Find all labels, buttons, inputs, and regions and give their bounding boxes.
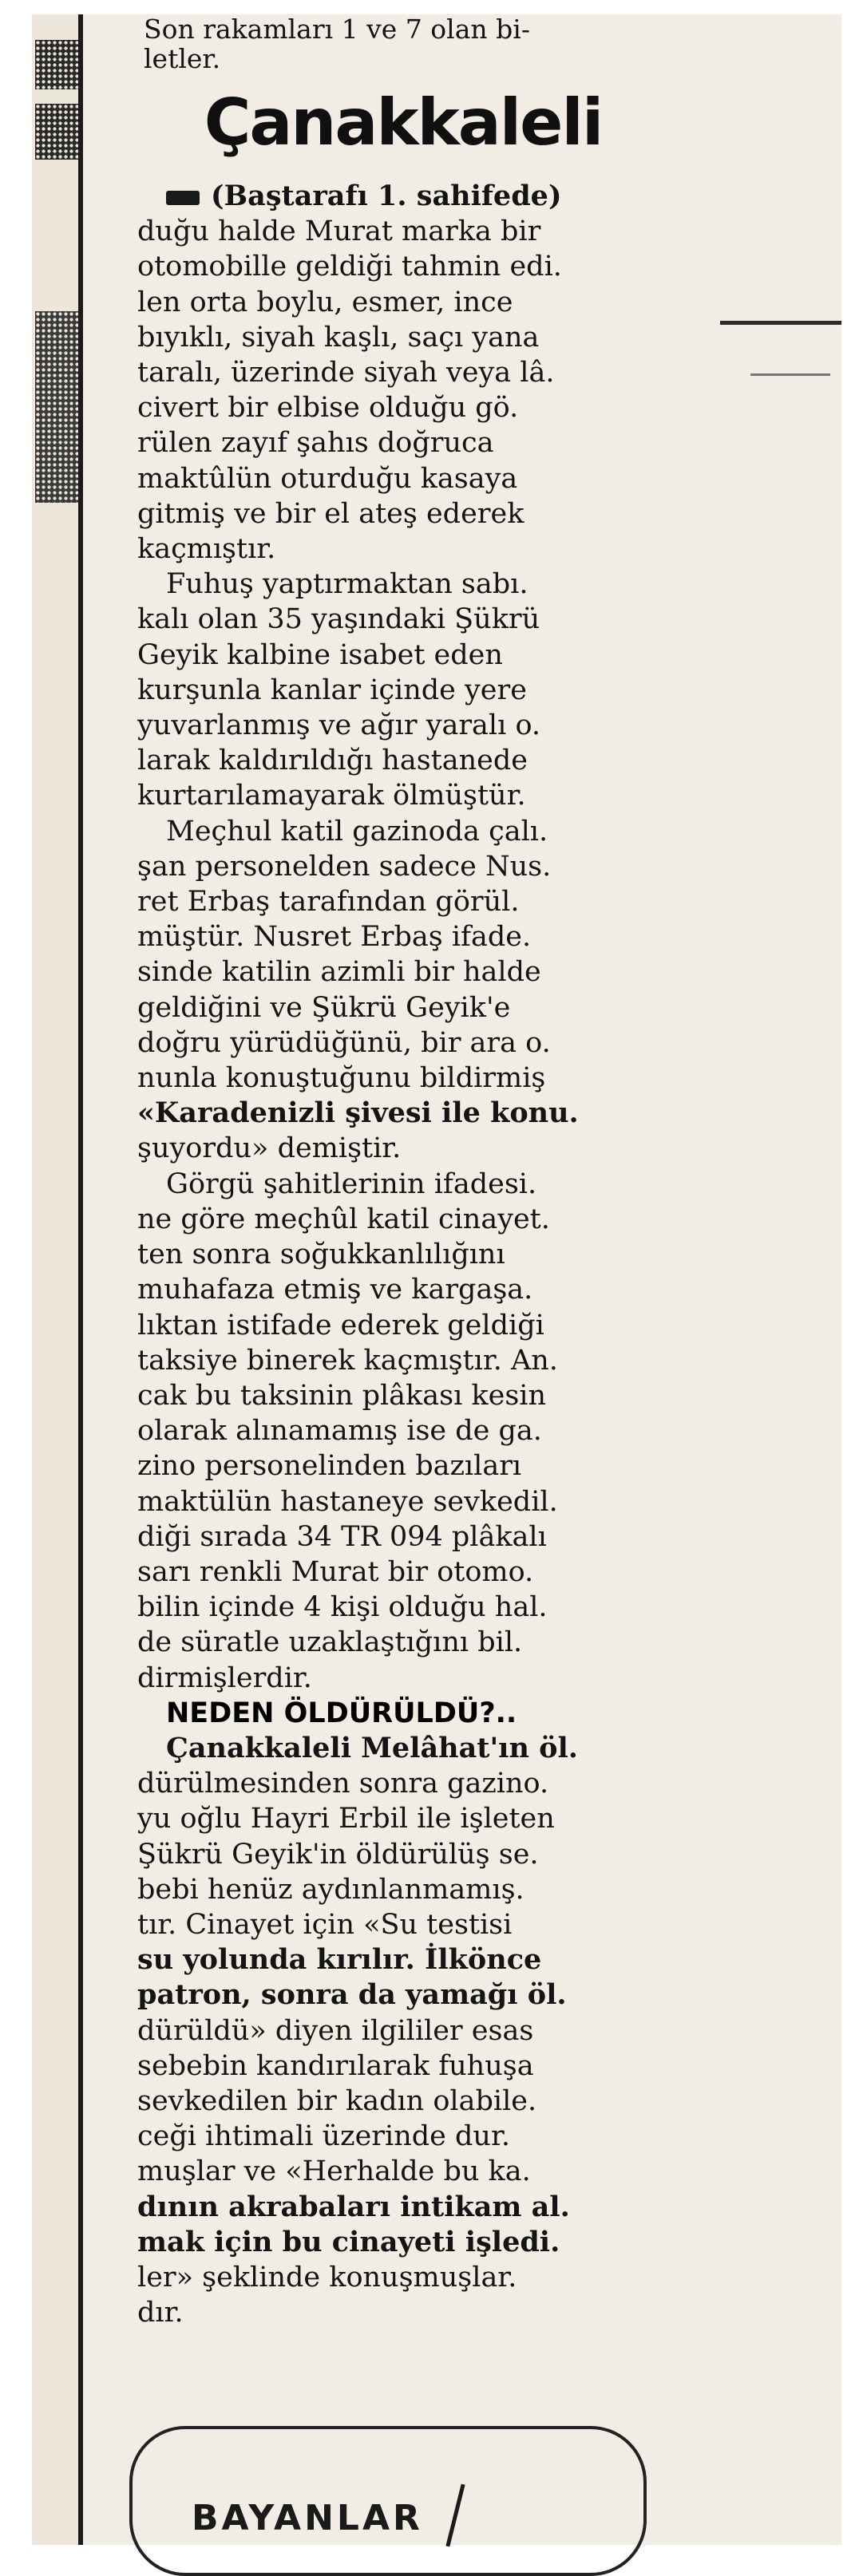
text-line: olarak alınamamış ise de ga. xyxy=(137,1415,542,1448)
text-line: duğu halde Murat marka bir xyxy=(137,215,541,248)
text-line: zino personelinden bazıları xyxy=(137,1450,522,1483)
neighbor-dash xyxy=(750,373,830,376)
text-line: sarı renkli Murat bir otomo. xyxy=(137,1555,534,1588)
text-line: otomobille geldiği tahmin edi. xyxy=(137,251,562,283)
text-line: mak için bu cinayeti işledi. xyxy=(137,2225,560,2258)
text-line: bilin içinde 4 kişi olduğu hal. xyxy=(137,1591,548,1624)
column-rule xyxy=(78,14,83,2545)
paragraph xyxy=(137,567,695,813)
text-line: yuvarlanmış ve ağır yaralı o. xyxy=(137,709,541,742)
text-line: muhafaza etmiş ve kargaşa. xyxy=(137,1274,533,1306)
text-line: taralı, üzerinde siyah veya lâ. xyxy=(137,357,555,389)
text-line: Çanakkaleli Melâhat'ın öl. xyxy=(166,1731,578,1764)
text-line: su yolunda kırılır. İlkönce xyxy=(137,1943,542,1977)
text-line: şan personelden sadece Nus. xyxy=(137,850,552,883)
text-line: dır. xyxy=(137,2297,184,2329)
neighbor-rule xyxy=(720,321,841,325)
text-line: kurtarılamayarak ölmüştür. xyxy=(137,780,526,812)
text-line: maktülün hastaneye sevkedil. xyxy=(137,1485,558,1518)
text-line: kaçmıştır. xyxy=(137,533,276,566)
text-line: sebebin kandırılarak fuhuşa xyxy=(137,2049,534,2082)
text-line: bıyıklı, siyah kaşlı, saçı yana xyxy=(137,321,540,354)
advertisement-label: BAYANLAR xyxy=(192,2498,423,2538)
headline: Çanakkaleli xyxy=(204,85,603,160)
text-line: rülen zayıf şahıs doğruca xyxy=(137,427,494,460)
text-line: «Karadenizli şivesi ile konu. xyxy=(137,1096,579,1130)
text-line: civert bir elbise olduğu gö. xyxy=(137,392,519,425)
text-line: sinde katilin azimli bir halde xyxy=(137,956,541,989)
scan-margin-right xyxy=(841,0,859,2545)
text-line: sevkedilen bir kadın olabile. xyxy=(137,2084,537,2117)
text-line: muşlar ve «Herhalde bu ka. xyxy=(137,2155,531,2188)
text-line: müştür. Nusret Erbaş ifade. xyxy=(137,921,532,954)
text-line: len orta boylu, esmer, ince xyxy=(137,286,513,318)
paragraph xyxy=(137,1731,695,2330)
text-line: ceği ihtimali üzerinde dur. xyxy=(137,2120,510,2153)
text-line: Meçhul katil gazinoda çalı. xyxy=(166,815,548,847)
scan-margin-left xyxy=(0,0,32,2545)
neighbor-pattern-block xyxy=(35,311,78,503)
text-line: letler. xyxy=(144,43,221,74)
text-line: lıktan istifade ederek geldiği xyxy=(137,1309,544,1341)
neighbor-pattern-block xyxy=(35,40,78,89)
text-line: gitmiş ve bir el ateş ederek xyxy=(137,497,525,530)
text-line: maktûlün oturduğu kasaya xyxy=(137,462,518,495)
text-line: kurşunla kanlar içinde yere xyxy=(137,674,527,706)
text-line: dının akrabaları intikam al. xyxy=(137,2190,570,2223)
text-line: dirmişlerdir. xyxy=(137,1661,312,1694)
scan-margin-top xyxy=(0,0,859,14)
text-line: tır. Cinayet için «Su testisi xyxy=(137,1908,513,1941)
text-line: ret Erbaş tarafından görül. xyxy=(137,886,520,919)
text-line: şuyordu» demiştir. xyxy=(137,1132,402,1165)
text-line: nunla konuştuğunu bildirmiş xyxy=(137,1062,546,1095)
article xyxy=(88,14,695,2330)
paragraph xyxy=(137,814,695,1167)
text-line: patron, sonra da yamağı öl. xyxy=(137,1978,567,2012)
previous-article-tail xyxy=(144,14,695,73)
text-line: Görgü şahitlerinin ifadesi. xyxy=(166,1167,537,1200)
article-body xyxy=(137,179,695,2330)
text-line: geldiğini ve Şükrü Geyik'e xyxy=(137,991,511,1024)
text-line: Son rakamları 1 ve 7 olan bi- xyxy=(144,14,530,45)
text-line: kalı olan 35 yaşındaki Şükrü xyxy=(137,603,540,636)
neighbor-pattern-block xyxy=(35,104,78,160)
text-line: taksiye binerek kaçmıştır. An. xyxy=(137,1344,558,1377)
continuation-reference xyxy=(137,179,695,214)
subheading: NEDEN ÖLDÜRÜLDÜ?.. xyxy=(166,1697,517,1729)
text-line: bebi henüz aydınlanmamış. xyxy=(137,1873,525,1906)
paragraph xyxy=(137,214,695,567)
text-line: ten sonra soğukkanlılığını xyxy=(137,1239,505,1271)
text-line: dürülmesinden sonra gazino. xyxy=(137,1768,549,1800)
reference-text: (Baştarafı 1. sahifede) xyxy=(211,180,562,212)
text-line: ne göre meçhûl katil cinayet. xyxy=(137,1203,550,1235)
text-line: cak bu taksinin plâkası kesin xyxy=(137,1379,547,1412)
text-line: Şükrü Geyik'in öldürülüş se. xyxy=(137,1838,539,1871)
text-line: diği sırada 34 TR 094 plâkalı xyxy=(137,1520,547,1553)
text-line: ler» şeklinde konuşmuşlar. xyxy=(137,2261,517,2294)
text-line: yu oğlu Hayri Erbil ile işleten xyxy=(137,1803,555,1835)
text-line: Fuhuş yaptırmaktan sabı. xyxy=(166,568,528,601)
text-line: larak kaldırıldığı hastanede xyxy=(137,745,528,777)
text-line: doğru yürüdüğünü, bir ara o. xyxy=(137,1026,551,1059)
paragraph xyxy=(137,1167,695,1696)
text-line: dürüldü» diyen ilgililer esas xyxy=(137,2014,534,2047)
text-line: Geyik kalbine isabet eden xyxy=(137,638,503,671)
text-line: de süratle uzaklaştığını bil. xyxy=(137,1626,523,1659)
pointer-icon xyxy=(166,191,200,205)
